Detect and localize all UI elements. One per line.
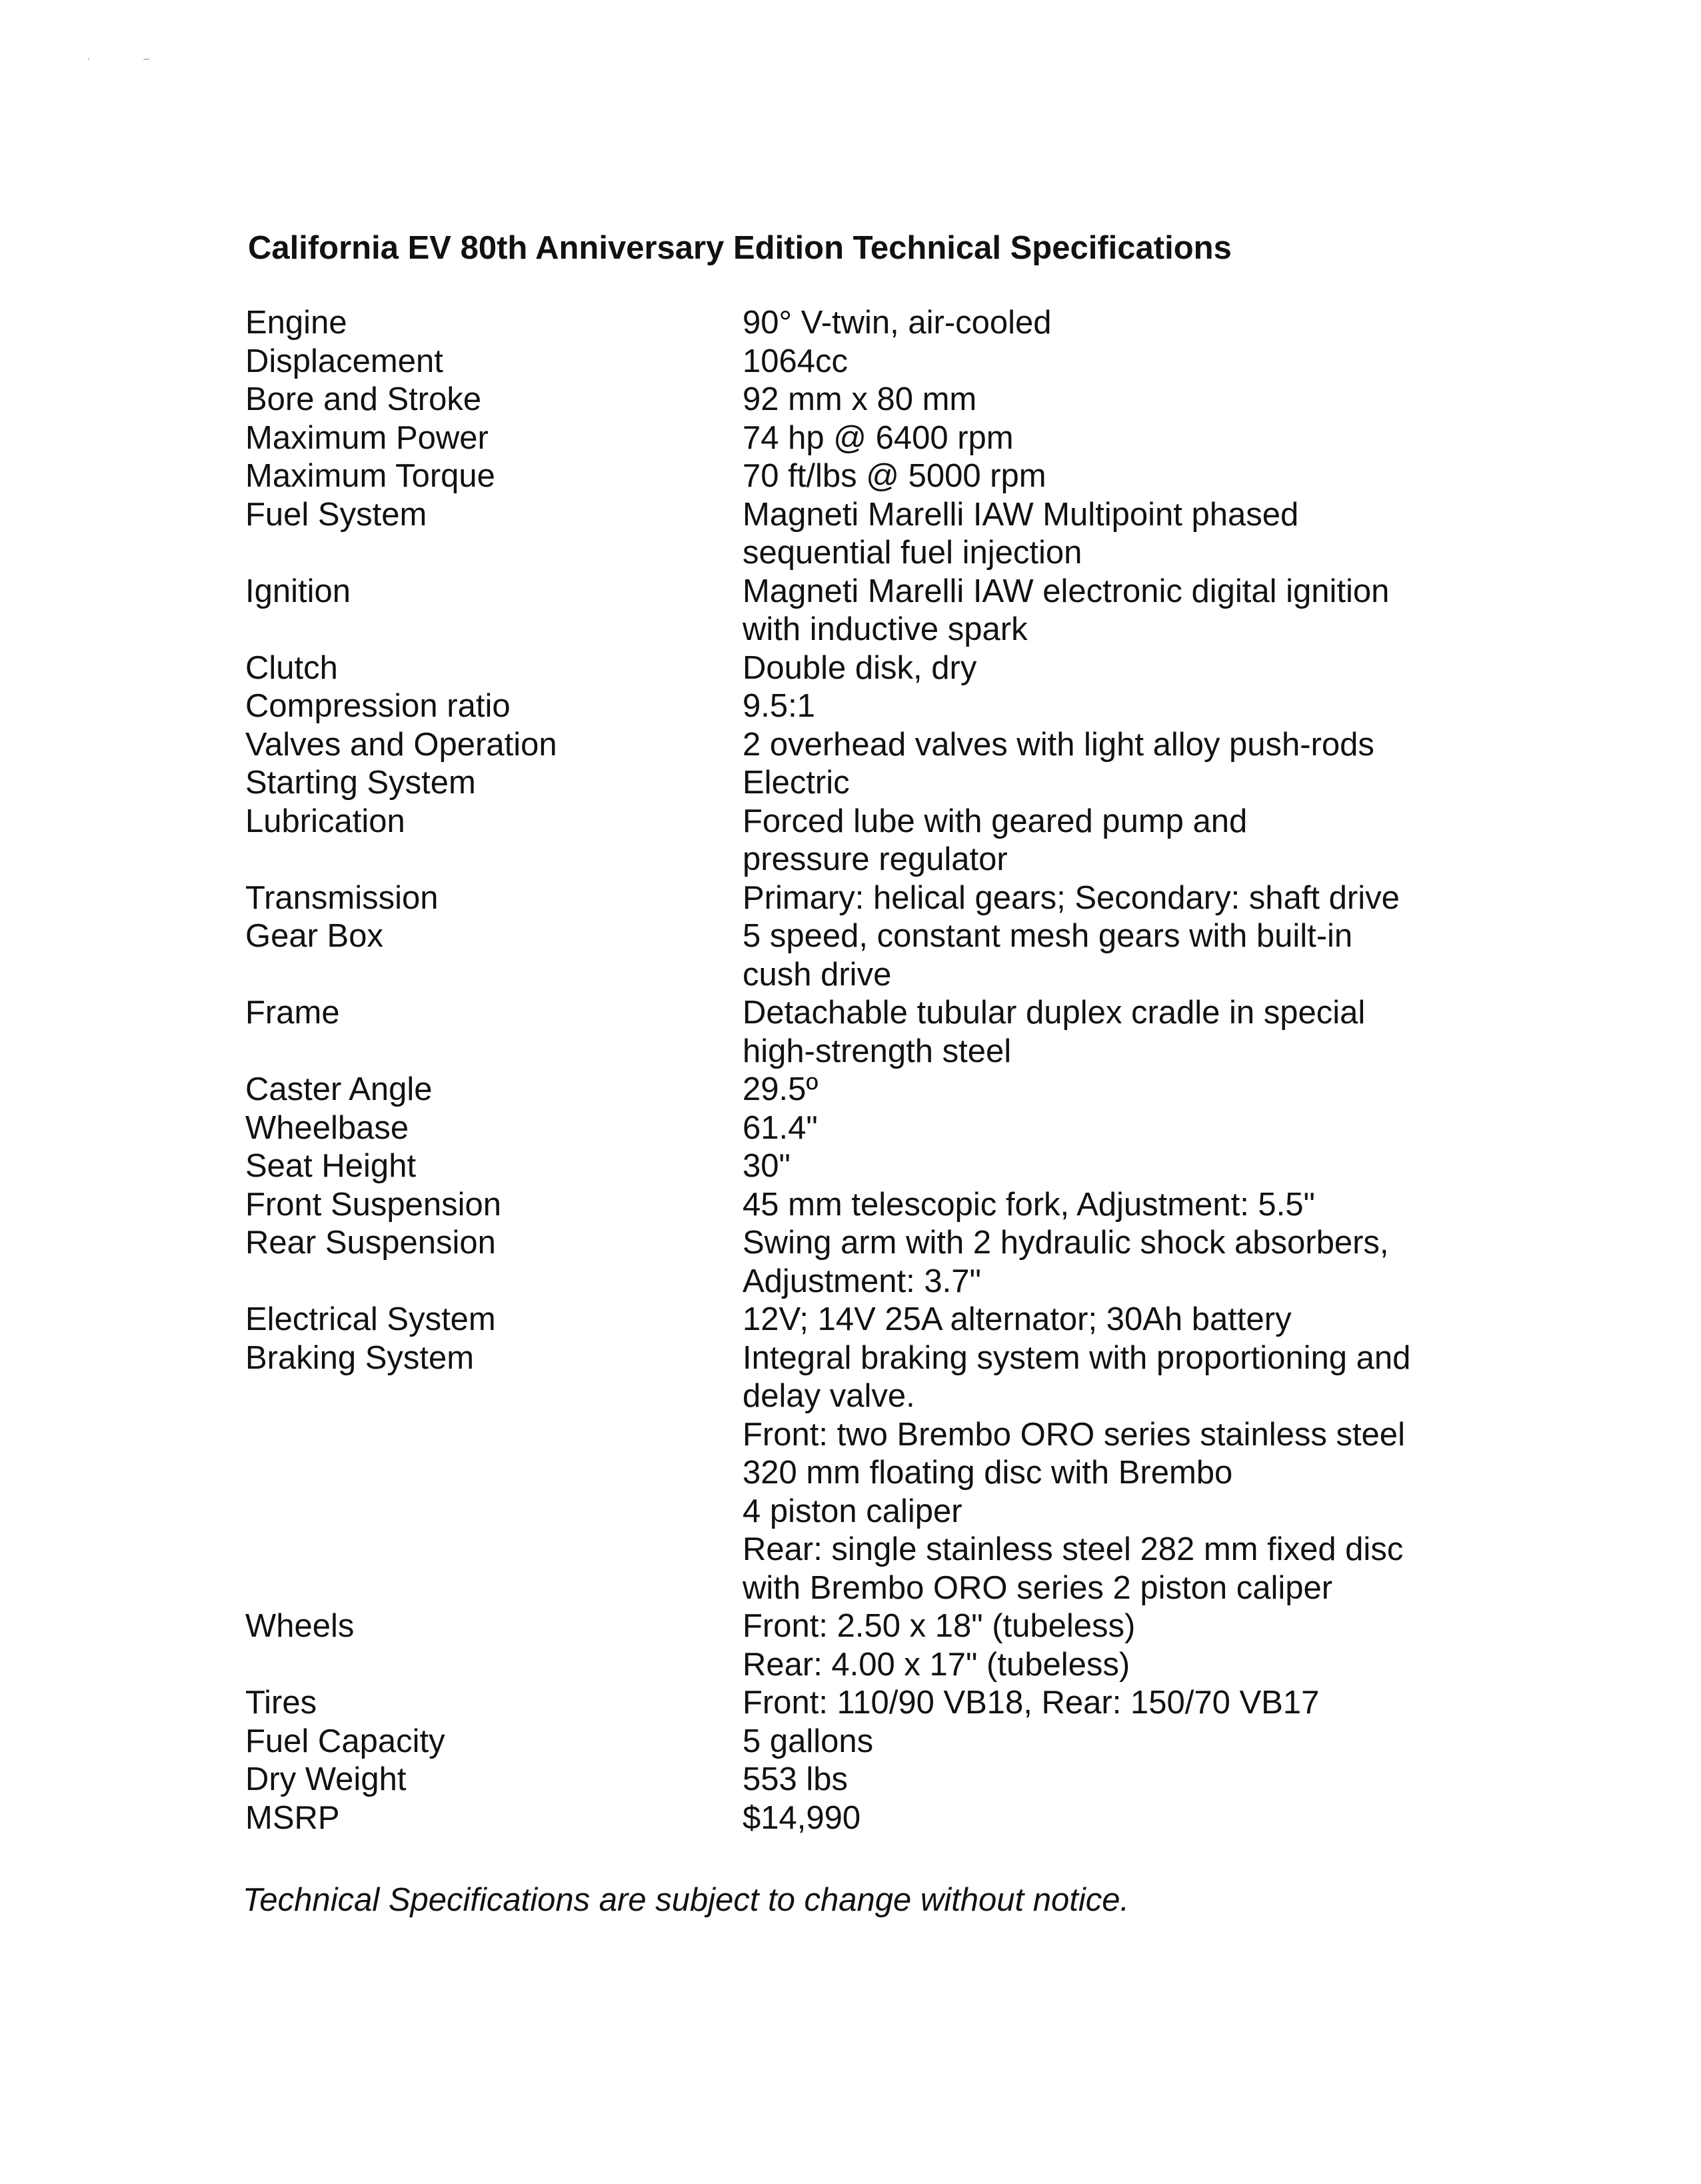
spec-value-line: Integral braking system with proportioning and — [743, 1339, 1411, 1376]
spec-value-line: 92 mm x 80 mm — [743, 381, 977, 417]
spec-row — [245, 343, 1485, 381]
spec-value-line: Magneti Marelli IAW Multipoint phased — [743, 496, 1299, 533]
spec-row — [245, 1799, 1485, 1838]
spec-value-line: with inductive spark — [743, 611, 1028, 647]
spec-label: Bore and Stroke — [245, 381, 482, 417]
spec-label: Caster Angle — [245, 1071, 433, 1107]
spec-row — [245, 1224, 1485, 1301]
spec-label: Compression ratio — [245, 688, 511, 724]
spec-value-line: 4 piston caliper — [743, 1493, 962, 1529]
spec-label: Seat Height — [245, 1148, 417, 1184]
spec-value — [743, 457, 1485, 496]
spec-label: Engine — [245, 305, 347, 341]
spec-value — [743, 764, 1485, 803]
spec-row — [245, 573, 1485, 649]
spec-label: Transmission — [245, 879, 439, 916]
spec-value-line: Front: 110/90 VB18, Rear: 150/70 VB17 — [743, 1685, 1320, 1721]
spec-label: Gear Box — [245, 918, 383, 954]
spec-row — [245, 649, 1485, 688]
spec-row — [245, 496, 1485, 573]
spec-value — [743, 1684, 1485, 1723]
spec-value — [743, 726, 1485, 765]
spec-value — [743, 381, 1485, 419]
spec-value-line: cush drive — [743, 956, 892, 993]
spec-label: Fuel System — [245, 496, 427, 533]
spec-row — [245, 1071, 1485, 1109]
spec-row — [245, 726, 1485, 765]
spec-value — [743, 343, 1485, 381]
spec-label: Starting System — [245, 765, 476, 801]
spec-value — [743, 1147, 1485, 1186]
spec-row — [245, 1301, 1485, 1339]
spec-row — [245, 419, 1485, 458]
spec-value-line: 29.5º — [743, 1071, 819, 1107]
spec-value — [743, 1761, 1485, 1799]
spec-row — [245, 917, 1485, 994]
spec-label: Maximum Power — [245, 419, 489, 456]
spec-label: Rear Suspension — [245, 1225, 496, 1261]
spec-value — [743, 419, 1485, 458]
spec-value-line: 9.5:1 — [743, 688, 815, 724]
spec-value-line: 45 mm telescopic fork, Adjustment: 5.5" — [743, 1186, 1315, 1223]
spec-label: Displacement — [245, 343, 443, 379]
spec-row — [245, 1761, 1485, 1799]
spec-value-line: with Brembo ORO series 2 piston caliper — [743, 1569, 1333, 1606]
spec-value-line: 61.4" — [743, 1109, 818, 1146]
spec-label: Lubrication — [245, 803, 405, 839]
document-title: California EV 80th Anniversary Edition Technical Specifications — [248, 230, 1232, 266]
spec-value-line: Swing arm with 2 hydraulic shock absorbers, — [743, 1225, 1389, 1261]
spec-row — [245, 1684, 1485, 1723]
spec-value-line: 70 ft/lbs @ 5000 rpm — [743, 458, 1046, 494]
spec-value — [743, 1224, 1485, 1301]
spec-value — [743, 1186, 1485, 1225]
spec-value — [743, 687, 1485, 726]
spec-value-line: 90° V-twin, air-cooled — [743, 305, 1052, 341]
spec-row — [245, 1607, 1485, 1684]
spec-value-line: Magneti Marelli IAW electronic digital ignition — [743, 573, 1390, 609]
spec-row — [245, 304, 1485, 343]
spec-label: Front Suspension — [245, 1186, 502, 1223]
spec-row — [245, 457, 1485, 496]
spec-row — [245, 1109, 1485, 1148]
spec-label: MSRP — [245, 1799, 340, 1836]
spec-value-line: high-strength steel — [743, 1033, 1012, 1069]
spec-value-line: Adjustment: 3.7" — [743, 1263, 981, 1299]
spec-value-line: Rear: 4.00 x 17" (tubeless) — [743, 1646, 1130, 1683]
spec-label: Valves and Operation — [245, 726, 557, 763]
scan-specks: · – — [87, 53, 150, 65]
spec-value — [743, 496, 1485, 573]
spec-value-line: 5 gallons — [743, 1723, 874, 1759]
spec-value-line: 74 hp @ 6400 rpm — [743, 419, 1014, 456]
spec-value — [743, 1723, 1485, 1761]
spec-row — [245, 687, 1485, 726]
spec-row — [245, 994, 1485, 1071]
spec-row — [245, 803, 1485, 879]
spec-value-line: pressure regulator — [743, 841, 1008, 877]
spec-value-line: 553 lbs — [743, 1761, 849, 1797]
spec-row — [245, 764, 1485, 803]
spec-value — [743, 304, 1485, 343]
spec-label: Wheels — [245, 1608, 355, 1644]
spec-label: Ignition — [245, 573, 351, 609]
spec-value-line: Front: two Brembo ORO series stainless steel — [743, 1416, 1405, 1453]
spec-value-line: Front: 2.50 x 18" (tubeless) — [743, 1608, 1136, 1644]
spec-label: Braking System — [245, 1339, 475, 1376]
spec-value — [743, 649, 1485, 688]
spec-value-line: 1064cc — [743, 343, 849, 379]
spec-value — [743, 1799, 1485, 1838]
spec-value-line: 30" — [743, 1148, 791, 1184]
spec-table — [245, 304, 1485, 1837]
spec-value-line: Double disk, dry — [743, 649, 977, 686]
spec-label: Fuel Capacity — [245, 1723, 445, 1759]
spec-value — [743, 1109, 1485, 1148]
spec-label: Tires — [245, 1685, 317, 1721]
spec-value-line: Electric — [743, 765, 850, 801]
spec-value — [743, 1339, 1485, 1608]
spec-value — [743, 573, 1485, 649]
spec-value — [743, 1301, 1485, 1339]
spec-row — [245, 1339, 1485, 1608]
spec-row — [245, 1186, 1485, 1225]
spec-value — [743, 879, 1485, 918]
spec-label: Dry Weight — [245, 1761, 407, 1797]
spec-value-line: 2 overhead valves with light alloy push-rods — [743, 726, 1374, 763]
spec-row — [245, 879, 1485, 918]
footer-note: Technical Specifications are subject to change without notice. — [243, 1882, 1130, 1918]
spec-value — [743, 803, 1485, 879]
spec-value-line: Forced lube with geared pump and — [743, 803, 1248, 839]
spec-value — [743, 917, 1485, 994]
spec-label: Maximum Torque — [245, 458, 495, 494]
spec-value-line: Rear: single stainless steel 282 mm fixed disc — [743, 1531, 1404, 1567]
spec-label: Frame — [245, 995, 340, 1031]
spec-value-line: 5 speed, constant mesh gears with built-in — [743, 918, 1353, 954]
spec-value-line: 320 mm floating disc with Brembo — [743, 1455, 1233, 1491]
spec-value-line: $14,990 — [743, 1799, 861, 1836]
spec-label: Wheelbase — [245, 1109, 409, 1146]
spec-value-line: Primary: helical gears; Secondary: shaft drive — [743, 879, 1400, 916]
spec-value-line: 12V; 14V 25A alternator; 30Ah battery — [743, 1301, 1292, 1337]
spec-label: Electrical System — [245, 1301, 496, 1337]
spec-row — [245, 1723, 1485, 1761]
spec-row — [245, 381, 1485, 419]
spec-value — [743, 1607, 1485, 1684]
spec-label: Clutch — [245, 649, 338, 686]
spec-value-line: delay valve. — [743, 1378, 915, 1414]
spec-value-line: sequential fuel injection — [743, 535, 1082, 571]
spec-value — [743, 1071, 1485, 1109]
spec-value — [743, 994, 1485, 1071]
spec-row — [245, 1147, 1485, 1186]
spec-value-line: Detachable tubular duplex cradle in special — [743, 995, 1366, 1031]
